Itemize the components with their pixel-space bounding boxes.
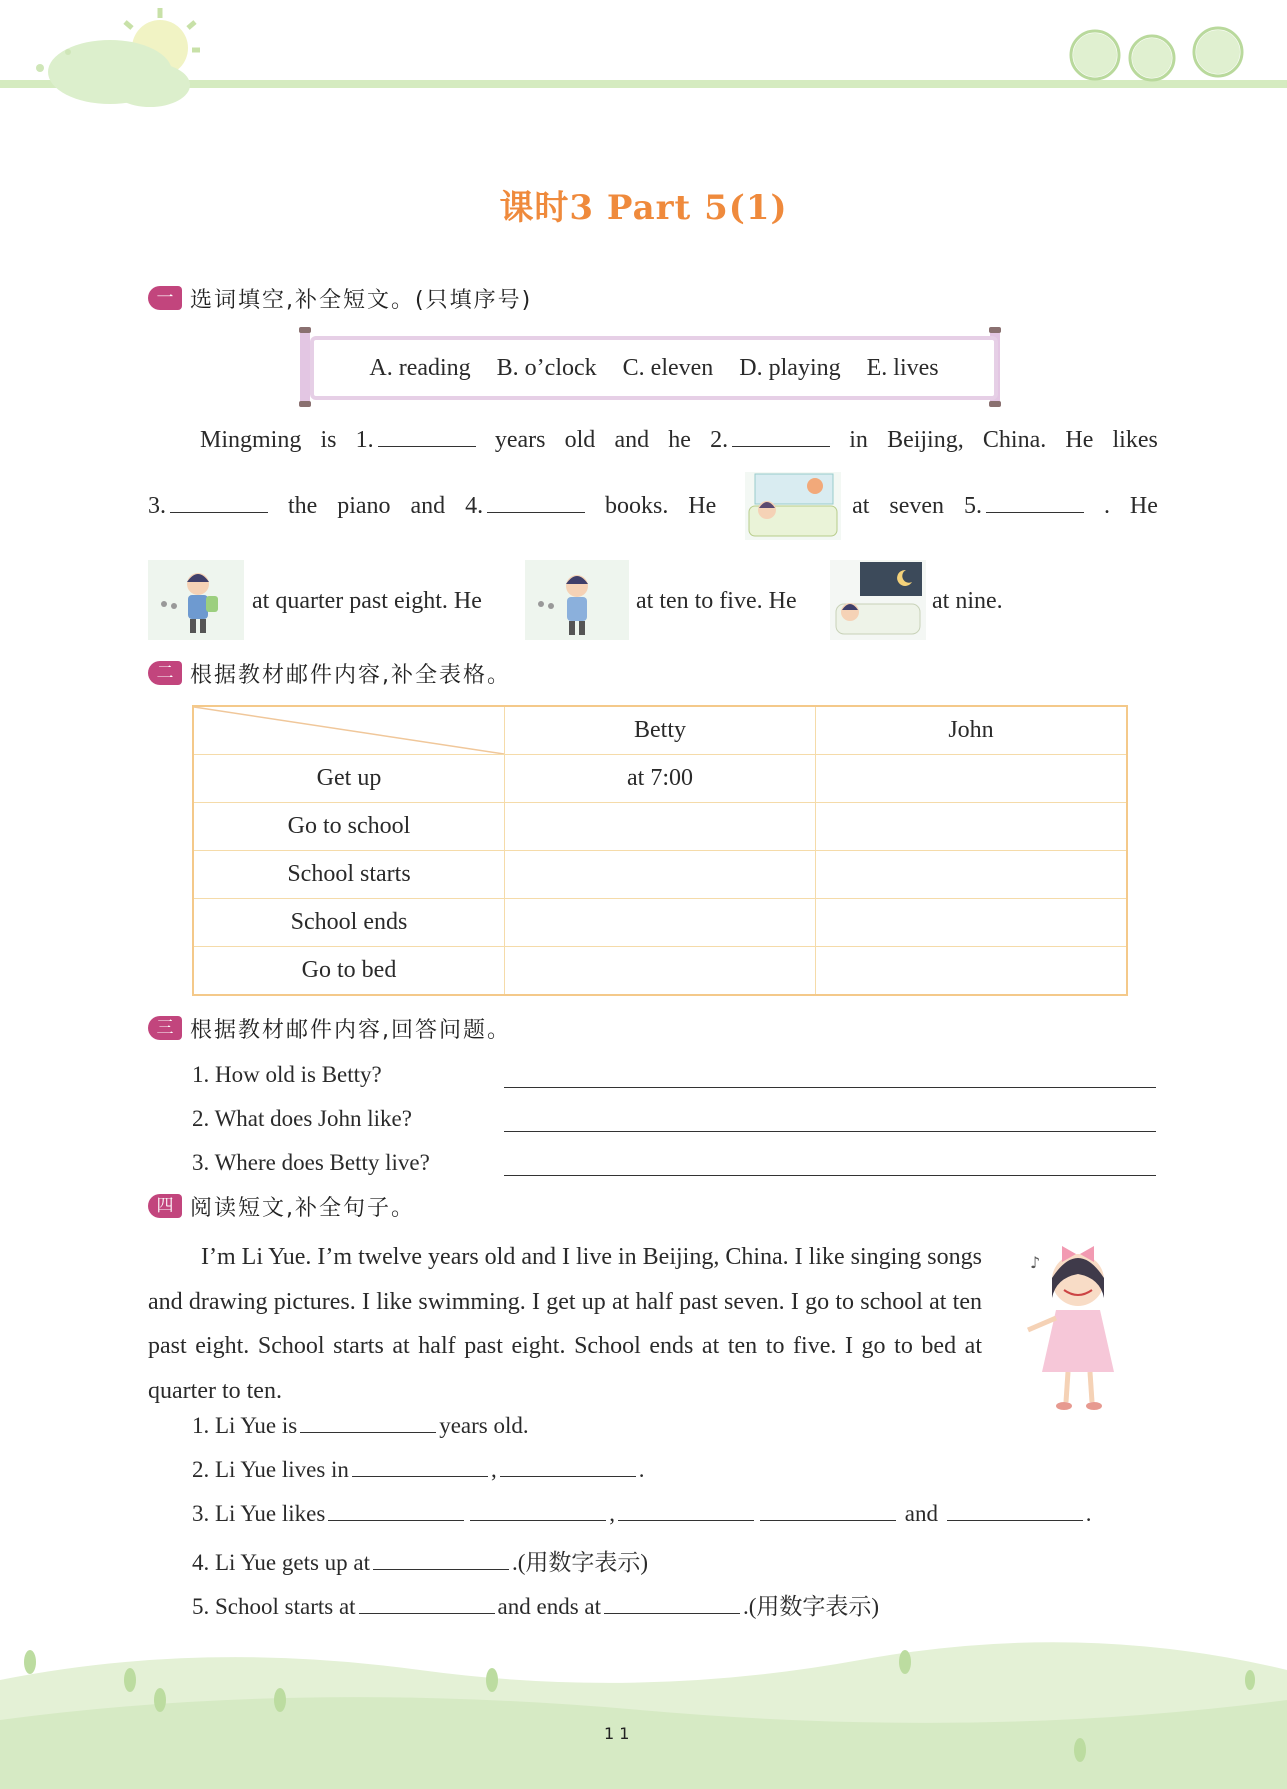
page-number: 1 1 [604, 1724, 630, 1743]
section-4-heading [148, 1191, 415, 1221]
answer-line[interactable] [504, 1063, 1156, 1088]
answer-line[interactable] [504, 1107, 1156, 1132]
john-cell[interactable] [816, 755, 1128, 803]
column-header-betty: Betty [505, 706, 816, 755]
word: years [494, 427, 546, 453]
blank[interactable] [500, 1456, 636, 1477]
section-2-heading [148, 658, 511, 688]
word: old [564, 427, 596, 453]
word-option: D. playing [739, 354, 841, 381]
blank[interactable] [328, 1500, 464, 1521]
sentence-4: 4. Li Yue gets up at .(用数字表示) [192, 1550, 649, 1575]
section-1-heading [148, 283, 532, 313]
section-title: 根据教材邮件内容,回答问题。 [190, 1017, 511, 1043]
betty-cell[interactable]: at 7:00 [505, 755, 816, 803]
blank[interactable] [352, 1456, 488, 1477]
diagonal-line [194, 707, 504, 754]
word: and [410, 493, 446, 519]
column-header-john: John [816, 706, 1128, 755]
schedule-table [192, 705, 1128, 996]
go-to-school-picture [148, 560, 244, 640]
section-badge: 三 [148, 1016, 182, 1040]
cloze-line-3b: at ten to five. He [636, 588, 797, 614]
blank[interactable] [760, 1500, 896, 1521]
blank-5[interactable]: 5. [964, 492, 1084, 520]
row-label: Go to school [193, 803, 505, 851]
section-title: 阅读短文,补全句子。 [190, 1195, 415, 1221]
question-row [192, 1048, 1156, 1088]
word-option: B. o’clock [496, 354, 597, 381]
word: He [688, 493, 717, 519]
table-row [193, 803, 1127, 851]
section-3-heading [148, 1013, 511, 1043]
leave-school-picture [525, 560, 629, 640]
row-label: Go to bed [193, 947, 505, 996]
sentence-5: 5. School starts at and ends at .(用数字表示) [192, 1594, 880, 1619]
go-to-bed-picture [830, 560, 926, 640]
word: piano [337, 493, 391, 519]
blank[interactable] [359, 1593, 495, 1614]
wake-up-picture [745, 472, 841, 540]
word: He [1129, 493, 1158, 519]
blank-2[interactable]: 2. [710, 426, 830, 454]
sentence-2: 2. Li Yue lives in , . [192, 1457, 645, 1482]
header-decoration [0, 0, 1287, 110]
betty-cell[interactable] [505, 947, 816, 996]
section-badge: 二 [148, 661, 182, 685]
blank[interactable] [618, 1500, 754, 1521]
word-bank-scroll [300, 330, 1000, 402]
cloze-line-3a: at quarter past eight. He [252, 588, 482, 614]
word: the [287, 493, 318, 519]
word-option: E. lives [866, 354, 939, 381]
question-text: 3. Where does Betty live? [192, 1150, 430, 1175]
word: China. [982, 427, 1047, 453]
section-badge: 一 [148, 286, 182, 310]
table-row [193, 755, 1127, 803]
answer-line[interactable] [504, 1151, 1156, 1176]
svg-text:♪: ♪ [1030, 1253, 1041, 1272]
word: . [1103, 493, 1110, 519]
blank-4[interactable]: 4. [465, 492, 585, 520]
row-label: Get up [193, 755, 505, 803]
footer-hills-decoration [0, 1640, 1287, 1789]
blank[interactable] [604, 1593, 740, 1614]
section-title: 根据教材邮件内容,补全表格。 [190, 662, 511, 688]
sentence-3: 3. Li Yue likes , and . [192, 1501, 1092, 1526]
word: is [320, 427, 337, 453]
john-cell[interactable] [816, 899, 1128, 947]
word: seven [889, 493, 945, 519]
word: books. [605, 493, 669, 519]
word: and [614, 427, 650, 453]
word-option: C. eleven [622, 354, 714, 381]
john-cell[interactable] [816, 803, 1128, 851]
question-text: 1. How old is Betty? [192, 1062, 382, 1087]
word: he [668, 427, 691, 453]
question-text: 2. What does John like? [192, 1106, 412, 1131]
cloze-line-3c: at nine. [932, 588, 1003, 614]
row-label: School ends [193, 899, 505, 947]
row-label: School starts [193, 851, 505, 899]
table-row [193, 899, 1127, 947]
betty-cell[interactable] [505, 803, 816, 851]
blank-1[interactable]: 1. [356, 426, 476, 454]
section-title: 选词填空,补全短文。(只填序号) [190, 287, 533, 313]
section-badge: 四 [148, 1194, 182, 1218]
blank-3[interactable]: 3. [148, 492, 268, 520]
blank[interactable] [373, 1549, 509, 1570]
word-option: A. reading [369, 354, 471, 381]
word: in [849, 427, 868, 453]
table-row [193, 851, 1127, 899]
word: He [1065, 427, 1094, 453]
betty-cell[interactable] [505, 851, 816, 899]
word: Mingming [200, 427, 302, 453]
table-header-row [193, 706, 1127, 755]
john-cell[interactable] [816, 851, 1128, 899]
girl-singing-illustration [1020, 1238, 1130, 1418]
blank[interactable] [947, 1500, 1083, 1521]
reading-passage: I’m Li Yue. I’m twelve years old and I live in Beijing, China. I like singing songs and drawing pictures. I like swimming. I get up at half past seven. I go to school at ten past eight. School starts at half past eight. School ends at ten to five. I go to bed at quarter to ten. [148, 1244, 982, 1404]
word: Beijing, [887, 427, 964, 453]
john-cell[interactable] [816, 947, 1128, 996]
betty-cell[interactable] [505, 899, 816, 947]
cloze-line-2 [148, 492, 1158, 520]
page-title: 课时3 Part 5(1) [499, 188, 788, 228]
table-corner-cell [193, 706, 505, 755]
sentence-1: 1. Li Yue is years old. [192, 1413, 529, 1438]
cloze-line-1 [200, 426, 1158, 454]
word: at [852, 493, 870, 519]
table-row [193, 947, 1127, 996]
blank[interactable] [470, 1500, 606, 1521]
question-row [192, 1092, 1156, 1132]
word: likes [1112, 427, 1158, 453]
question-row [192, 1136, 1156, 1176]
blank[interactable] [300, 1412, 436, 1433]
